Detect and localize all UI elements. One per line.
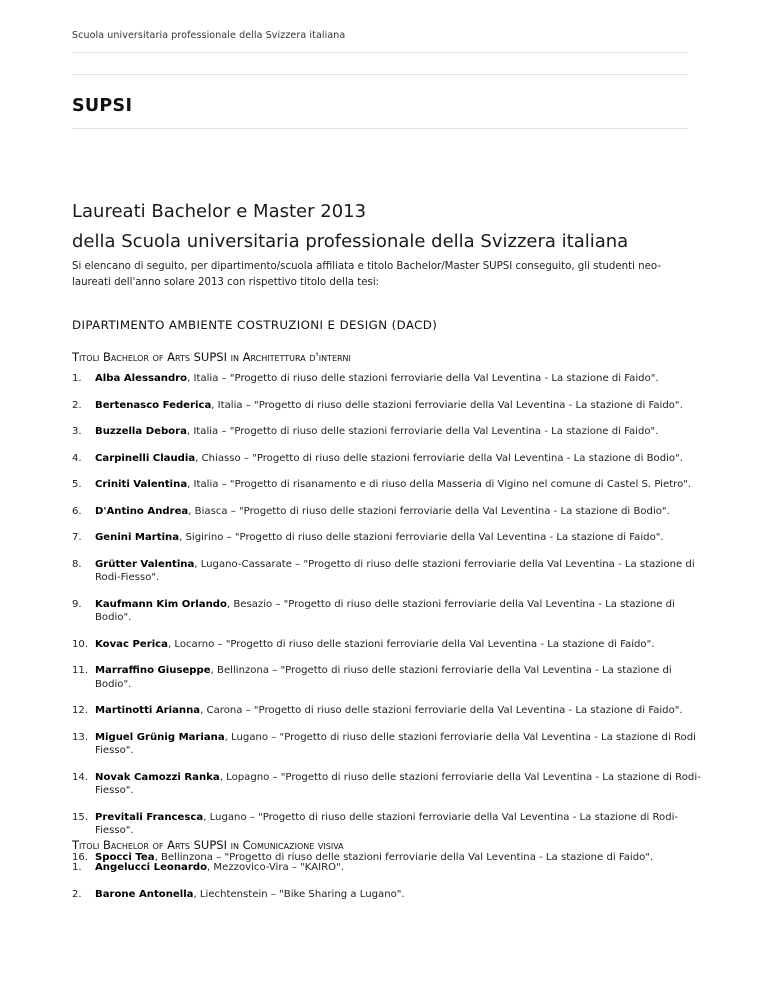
list-item-number: 12. xyxy=(72,705,89,716)
list-item-text xyxy=(95,399,702,413)
list-item-number: 5. xyxy=(72,479,82,490)
thesis-details: , Locarno – "Progetto di riuso delle stazioni ferroviarie della Val Leventina - La stazione di Faido". xyxy=(167,638,655,650)
thesis-details: , Bellinzona – "Progetto di riuso delle stazioni ferroviarie della Val Leventina - La stazione di Bodio". xyxy=(95,665,672,690)
list-item xyxy=(72,478,702,492)
intro-paragraph: Si elencano di seguito, per dipartimento/scuola affiliata e titolo Bachelor/Master SUPSI conseguito, gli studenti neo-laureati dell'anno solare 2013 con rispettivo titolo della tesi: xyxy=(72,261,661,288)
list-item-text xyxy=(95,505,702,519)
department-heading: DIPARTIMENTO AMBIENTE COSTRUZIONI E DESIGN (DACD) xyxy=(72,318,438,332)
list-item-number: 13. xyxy=(72,731,89,743)
graduate-name: Kovac Perica xyxy=(95,638,168,650)
list-item-text xyxy=(95,704,702,718)
graduate-name: Spocci Tea xyxy=(95,851,155,863)
thesis-details: , Besazio – "Progetto di riuso delle stazioni ferroviarie della Val Leventina - La stazione di Bodio". xyxy=(95,598,675,623)
graduate-name: D'Antino Andrea xyxy=(95,505,189,517)
section-heading: Titoli Bachelor of Arts SUPSI in Comunicazione visiva xyxy=(72,838,344,852)
list-item xyxy=(72,598,702,625)
graduate-name: Angelucci Leonardo xyxy=(95,862,208,873)
graduate-name: Kaufmann Kim Orlando xyxy=(95,598,227,610)
list-item xyxy=(72,638,702,652)
graduate-list xyxy=(72,372,702,877)
list-item-text xyxy=(95,558,702,585)
list-item-text xyxy=(95,771,702,798)
list-item-number: 9. xyxy=(72,598,82,610)
list-item xyxy=(72,505,702,519)
list-item-text xyxy=(95,811,702,838)
list-item-text xyxy=(95,664,702,691)
thesis-details: , Italia – "Progetto di riuso delle stazioni ferroviarie della Val Leventina - La stazione di Faido". xyxy=(211,399,683,411)
graduate-name: Carpinelli Claudia xyxy=(95,452,196,464)
thesis-details: , Lugano – "Progetto di riuso delle stazioni ferroviarie della Val Leventina - La stazione di Rodi Fiesso". xyxy=(95,731,696,756)
graduate-name: Buzzella Debora xyxy=(95,426,187,437)
list-item-text xyxy=(95,372,702,386)
document-title xyxy=(72,197,712,257)
list-item-number: 2. xyxy=(72,888,82,900)
list-item-number: 3. xyxy=(72,426,82,437)
thesis-details: , Biasca – "Progetto di riuso delle stazioni ferroviarie della Val Leventina - La stazione di Bodio". xyxy=(188,505,670,517)
list-item-number: 10. xyxy=(72,638,89,650)
list-item xyxy=(72,731,702,758)
title-line-1: Laureati Bachelor e Master 2013 xyxy=(72,201,367,222)
graduate-name: Novak Camozzi Ranka xyxy=(95,771,220,783)
list-item-number: 2. xyxy=(72,399,82,411)
list-item xyxy=(72,811,702,838)
list-item-number: 16. xyxy=(72,851,89,863)
list-item-text xyxy=(95,425,702,439)
thesis-details: , Italia – "Progetto di riuso delle stazioni ferroviarie della Val Leventina - La stazione di Faido". xyxy=(187,373,659,384)
divider xyxy=(72,128,688,129)
divider xyxy=(72,52,688,53)
title-line-2: della Scuola universitaria professionale della Svizzera italiana xyxy=(72,231,629,252)
list-item-text xyxy=(95,888,702,902)
list-item xyxy=(72,861,702,875)
thesis-details: , Liechtenstein – "Bike Sharing a Lugano". xyxy=(193,888,405,900)
list-item-number: 7. xyxy=(72,532,82,543)
graduate-name: Barone Antonella xyxy=(95,888,194,900)
thesis-details: , Lugano – "Progetto di riuso delle stazioni ferroviarie della Val Leventina - La stazione di Rodi-Fiesso". xyxy=(95,811,679,836)
list-item xyxy=(72,399,702,413)
list-item xyxy=(72,452,702,466)
graduate-name: Bertenasco Federica xyxy=(95,399,212,411)
graduate-name: Criniti Valentina xyxy=(95,479,188,490)
thesis-details: , Sigirino – "Progetto di riuso delle stazioni ferroviarie della Val Leventina - La stazione di Faido". xyxy=(179,532,664,543)
list-item-number: 1. xyxy=(72,373,82,384)
list-item-number: 11. xyxy=(72,665,89,676)
supsi-logo: SUPSI xyxy=(72,96,133,116)
list-item xyxy=(72,771,702,798)
list-item-number: 14. xyxy=(72,771,89,783)
list-item xyxy=(72,531,702,545)
list-item xyxy=(72,558,702,585)
thesis-details: , Bellinzona – "Progetto di riuso delle stazioni ferroviarie della Val Leventina - La stazione di Faido". xyxy=(154,851,654,863)
graduate-name: Previtali Francesca xyxy=(95,811,204,823)
graduate-list xyxy=(72,861,702,914)
list-item-text xyxy=(95,638,702,652)
graduate-name: Genini Martina xyxy=(95,532,180,543)
list-item-text xyxy=(95,531,702,545)
graduate-name: Miguel Grünig Mariana xyxy=(95,731,225,743)
list-item-text xyxy=(95,861,702,875)
list-item xyxy=(72,425,702,439)
list-item-number: 1. xyxy=(72,862,82,873)
thesis-details: , Mezzovico-Vira – "KAIRO". xyxy=(207,862,344,873)
thesis-details: , Lugano-Cassarate – "Progetto di riuso delle stazioni ferroviarie della Val Leventina - La stazione di Rodi-Fiesso". xyxy=(95,558,695,583)
graduate-name: Grütter Valentina xyxy=(95,558,195,570)
graduate-name: Marraffino Giuseppe xyxy=(95,665,211,676)
list-item-text xyxy=(95,452,702,466)
list-item xyxy=(72,888,702,902)
list-item-text xyxy=(95,731,702,758)
thesis-details: , Lopagno – "Progetto di riuso delle stazioni ferroviarie della Val Leventina - La stazione di Rodi-Fiesso". xyxy=(95,771,701,796)
list-item-number: 6. xyxy=(72,505,82,517)
graduate-name: Alba Alessandro xyxy=(95,373,188,384)
thesis-details: , Carona – "Progetto di riuso delle stazioni ferroviarie della Val Leventina - La stazione di Faido". xyxy=(200,705,683,716)
graduate-name: Martinotti Arianna xyxy=(95,705,201,716)
thesis-details: , Italia – "Progetto di risanamento e di riuso della Masseria di Vigino nel comune di Castel S. Pietro". xyxy=(187,479,692,490)
thesis-details: , Italia – "Progetto di riuso delle stazioni ferroviarie della Val Leventina - La stazione di Faido". xyxy=(186,426,659,437)
list-item xyxy=(72,664,702,691)
list-item-number: 8. xyxy=(72,558,82,570)
section-heading: Titoli Bachelor of Arts SUPSI in Architettura d'interni xyxy=(72,350,351,364)
running-head: Scuola universitaria professionale della Svizzera italiana xyxy=(72,30,346,41)
list-item xyxy=(72,372,702,386)
thesis-details: , Chiasso – "Progetto di riuso delle stazioni ferroviarie della Val Leventina - La stazione di Bodio". xyxy=(195,452,683,464)
divider xyxy=(72,74,688,75)
list-item-text xyxy=(95,598,702,625)
list-item-text xyxy=(95,478,702,492)
list-item-number: 15. xyxy=(72,811,89,823)
list-item-number: 4. xyxy=(72,452,82,464)
list-item xyxy=(72,704,702,718)
